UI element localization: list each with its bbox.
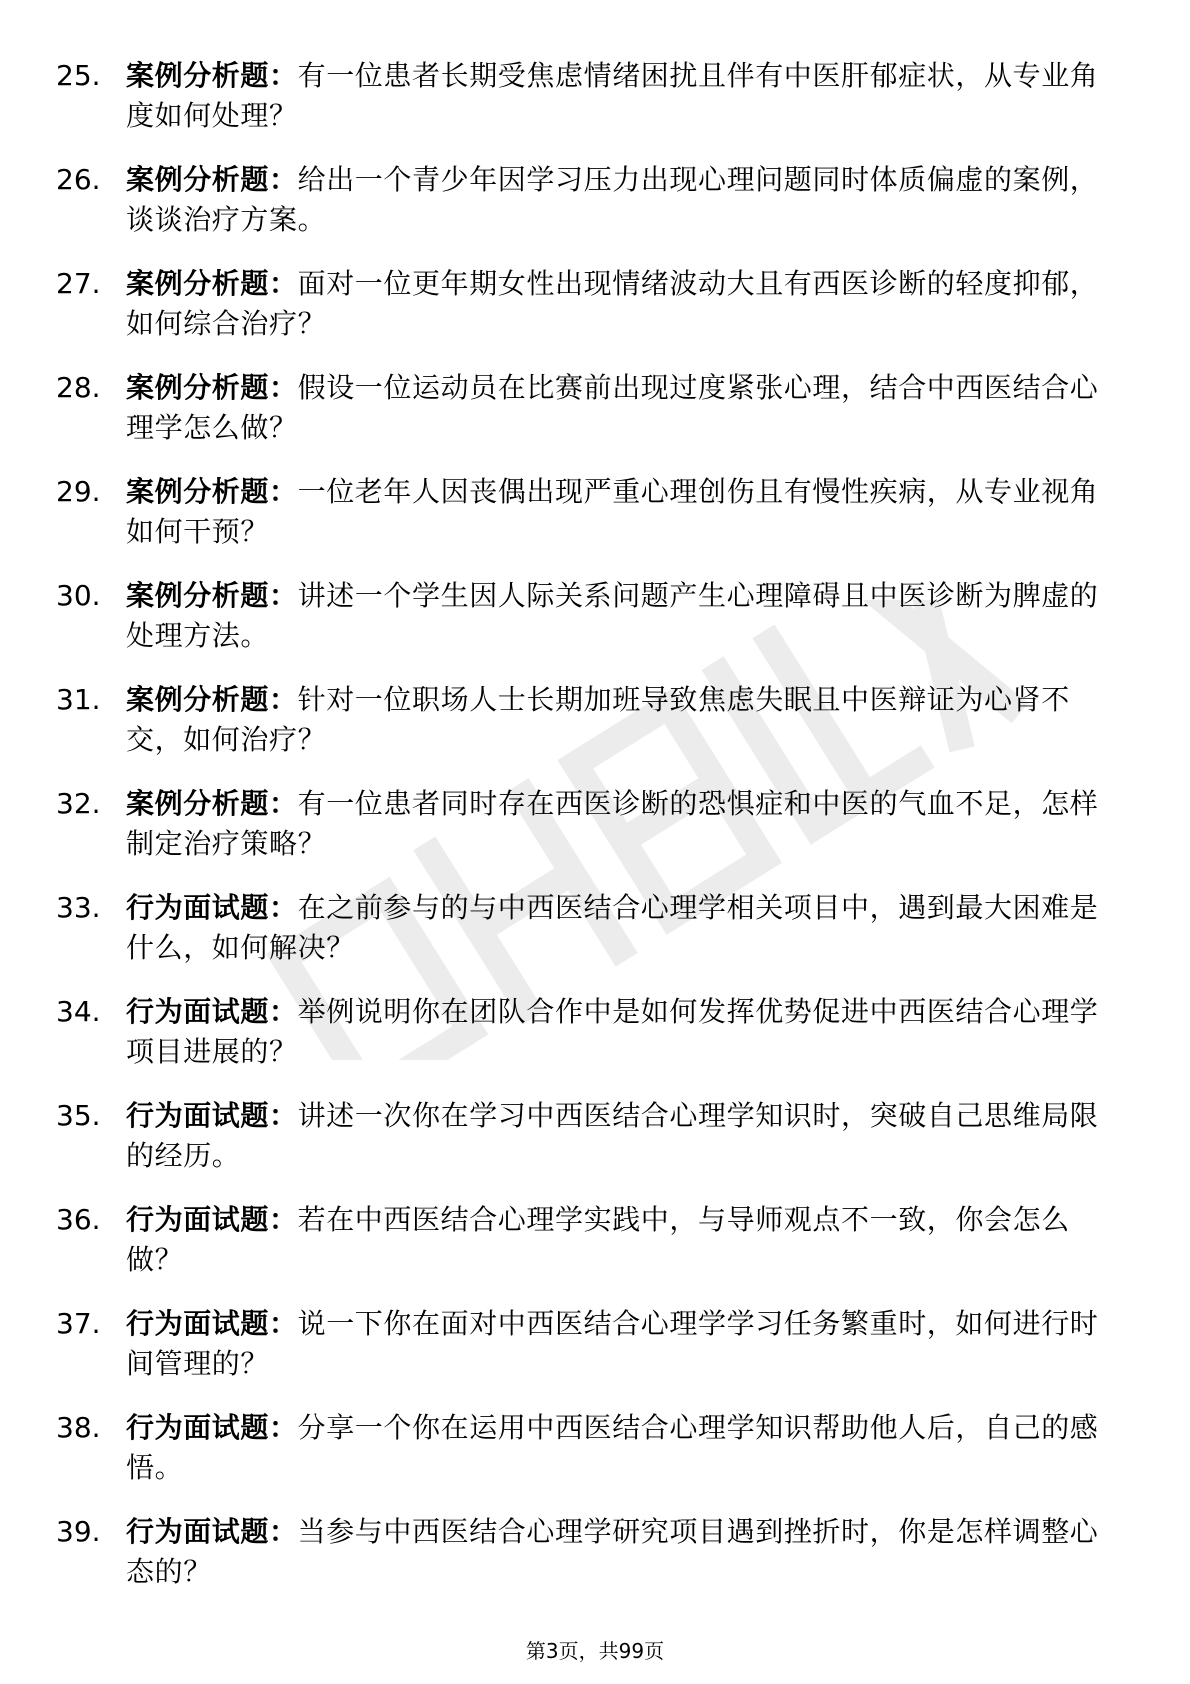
question-category: 案例分析题： — [126, 163, 298, 196]
question-body — [126, 888, 1126, 968]
question-body — [126, 1096, 1126, 1176]
question-text: 有一位患者同时存在西医诊断的恐惧症和中医的气血不足，怎样制定治疗策略？ — [126, 787, 1099, 860]
question-text: 当参与中西医结合心理学研究项目遇到挫折时，你是怎样调整心态的？ — [126, 1515, 1099, 1588]
question-number: 37. — [56, 1307, 101, 1340]
question-text: 有一位患者长期受焦虑情绪困扰且伴有中医肝郁症状，从专业角度如何处理？ — [126, 59, 1099, 132]
question-item — [0, 778, 1190, 882]
question-category: 案例分析题： — [126, 475, 298, 508]
question-text: 举例说明你在团队合作中是如何发挥优势促进中西医结合心理学项目进展的？ — [126, 995, 1099, 1068]
question-body — [126, 1512, 1126, 1592]
question-body — [126, 472, 1126, 552]
question-category: 行为面试题： — [126, 891, 298, 924]
question-number: 30. — [56, 579, 101, 612]
question-number: 38. — [56, 1411, 101, 1444]
question-text: 在之前参与的与中西医结合心理学相关项目中，遇到最大困难是什么，如何解决？ — [126, 891, 1099, 964]
question-category: 案例分析题： — [126, 267, 298, 300]
question-body — [126, 56, 1126, 136]
question-category: 行为面试题： — [126, 1515, 298, 1548]
question-item — [0, 882, 1190, 986]
question-number: 26. — [56, 163, 101, 196]
question-item — [0, 1402, 1190, 1506]
question-item — [0, 362, 1190, 466]
question-number: 29. — [56, 475, 101, 508]
question-text: 若在中西医结合心理学实践中，与导师观点不一致，你会怎么做？ — [126, 1203, 1070, 1276]
question-body — [126, 160, 1126, 240]
question-body — [126, 264, 1126, 344]
question-item — [0, 50, 1190, 154]
question-category: 行为面试题： — [126, 1411, 298, 1444]
question-number: 34. — [56, 995, 101, 1028]
question-number: 39. — [56, 1515, 101, 1548]
question-text: 面对一位更年期女性出现情绪波动大且有西医诊断的轻度抑郁，如何综合治疗？ — [126, 267, 1099, 340]
question-number: 31. — [56, 683, 101, 716]
question-text: 说一下你在面对中西医结合心理学学习任务繁重时，如何进行时间管理的？ — [126, 1307, 1099, 1380]
question-text: 一位老年人因丧偶出现严重心理创伤且有慢性疾病，从专业视角如何干预？ — [126, 475, 1099, 548]
question-body — [126, 784, 1126, 864]
question-number: 28. — [56, 371, 101, 404]
question-number: 36. — [56, 1203, 101, 1236]
question-category: 案例分析题： — [126, 683, 298, 716]
question-number: 32. — [56, 787, 101, 820]
question-text: 针对一位职场人士长期加班导致焦虑失眠且中医辩证为心肾不交，如何治疗？ — [126, 683, 1070, 756]
question-item — [0, 674, 1190, 778]
question-category: 案例分析题： — [126, 371, 298, 404]
question-item — [0, 466, 1190, 570]
question-number: 33. — [56, 891, 101, 924]
question-item — [0, 258, 1190, 362]
question-category: 行为面试题： — [126, 1099, 298, 1132]
question-number: 27. — [56, 267, 101, 300]
page-number-label: 第3页，共99页 — [525, 1639, 665, 1663]
question-body — [126, 1200, 1126, 1280]
question-body — [126, 680, 1126, 760]
question-list — [0, 50, 1190, 1610]
question-item — [0, 1298, 1190, 1402]
question-text: 讲述一次你在学习中西医结合心理学知识时，突破自己思维局限的经历。 — [126, 1099, 1099, 1172]
question-number: 25. — [56, 59, 101, 92]
question-item — [0, 1194, 1190, 1298]
question-body — [126, 368, 1126, 448]
question-text: 假设一位运动员在比赛前出现过度紧张心理，结合中西医结合心理学怎么做？ — [126, 371, 1099, 444]
question-body — [126, 992, 1126, 1072]
question-category: 案例分析题： — [126, 787, 298, 820]
question-category: 行为面试题： — [126, 1203, 298, 1236]
question-category: 案例分析题： — [126, 59, 298, 92]
question-category: 行为面试题： — [126, 1307, 298, 1340]
question-body — [126, 576, 1126, 656]
question-item — [0, 986, 1190, 1090]
question-item — [0, 154, 1190, 258]
question-text: 分享一个你在运用中西医结合心理学知识帮助他人后，自己的感悟。 — [126, 1411, 1099, 1484]
question-number: 35. — [56, 1099, 101, 1132]
question-text: 讲述一个学生因人际关系问题产生心理障碍且中医诊断为脾虚的处理方法。 — [126, 579, 1099, 652]
question-item — [0, 1506, 1190, 1610]
page-footer — [0, 1637, 1190, 1665]
question-item — [0, 1090, 1190, 1194]
question-category: 案例分析题： — [126, 579, 298, 612]
question-body — [126, 1304, 1126, 1384]
question-item — [0, 570, 1190, 674]
question-text: 给出一个青少年因学习压力出现心理问题同时体质偏虚的案例，谈谈治疗方案。 — [126, 163, 1099, 236]
question-body — [126, 1408, 1126, 1488]
question-category: 行为面试题： — [126, 995, 298, 1028]
